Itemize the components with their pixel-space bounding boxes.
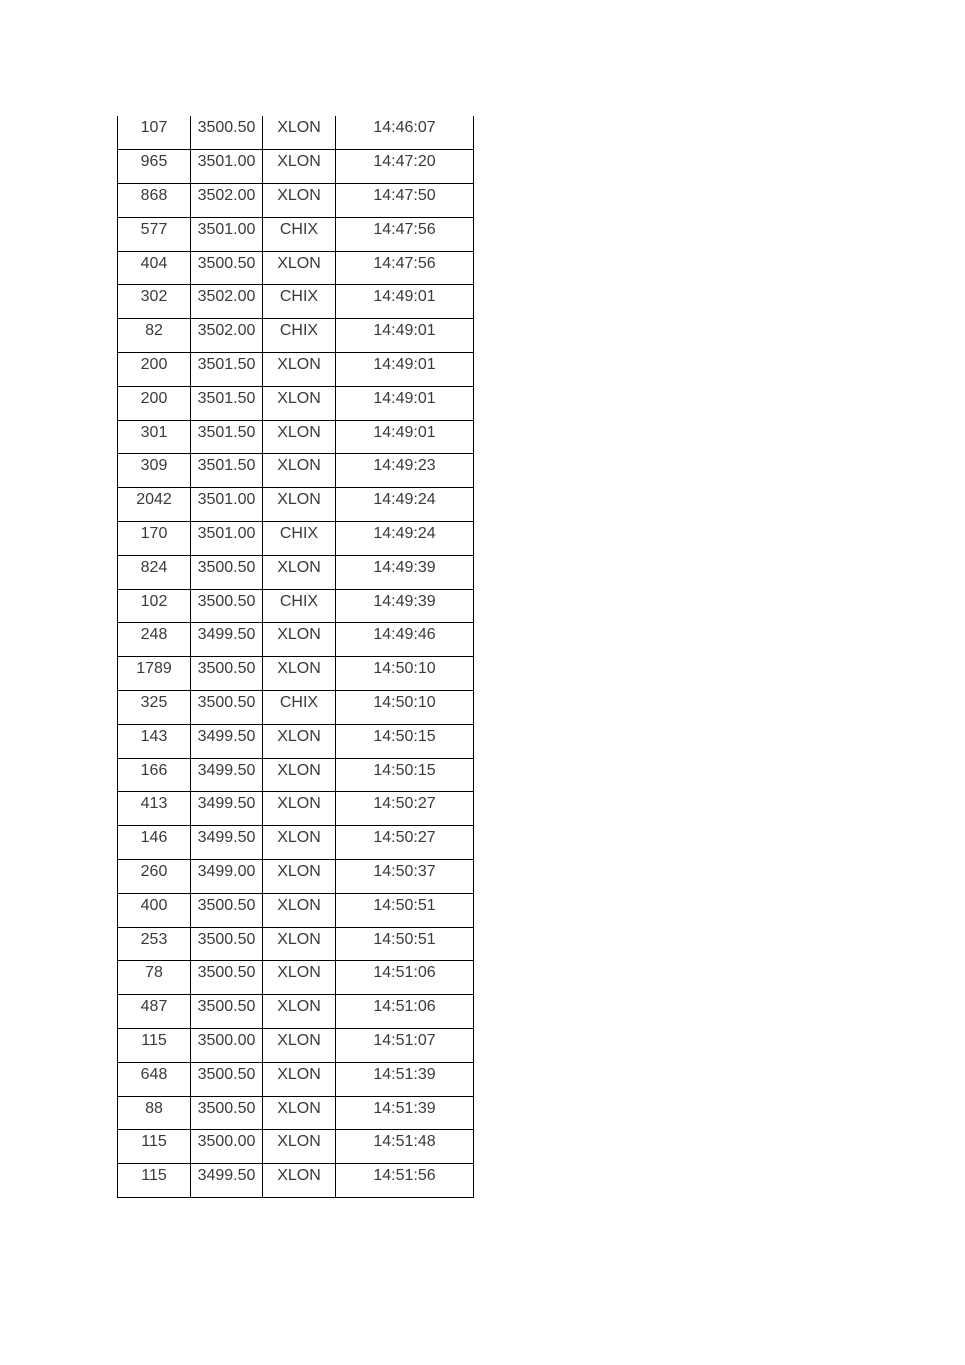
venue-cell [263, 116, 336, 150]
volume-cell-text: 78 [145, 964, 163, 982]
venue-cell-text: XLON [277, 119, 321, 136]
volume-cell-text: 200 [140, 356, 168, 374]
volume-cell [118, 1130, 191, 1164]
table-row [118, 217, 474, 251]
table-row [118, 319, 474, 353]
time-cell [336, 724, 474, 758]
table-row [118, 826, 474, 860]
venue-cell [263, 488, 336, 522]
price-cell-text: 3500.50 [197, 254, 256, 272]
price-cell-text: 3499.50 [197, 1167, 256, 1185]
volume-cell-text: 325 [140, 694, 168, 712]
volume-cell [118, 184, 191, 218]
price-cell-text: 3499.50 [197, 761, 256, 779]
time-cell [336, 1164, 474, 1198]
price-cell-text: 3499.50 [197, 829, 256, 847]
time-cell [336, 995, 474, 1029]
time-cell-text: 14:49:01 [373, 423, 436, 441]
trades-table-body [118, 116, 474, 1198]
time-cell [336, 420, 474, 454]
venue-cell [263, 555, 336, 589]
price-cell-text: 3500.50 [197, 896, 256, 914]
trades-table [117, 116, 474, 1198]
volume-cell-text: 404 [140, 254, 168, 272]
price-cell [191, 961, 263, 995]
price-cell [191, 623, 263, 657]
price-cell [191, 691, 263, 725]
price-cell-text: 3501.00 [197, 220, 256, 238]
volume-cell-text: 253 [140, 930, 168, 948]
venue-cell-text: CHIX [279, 220, 319, 238]
venue-cell [263, 995, 336, 1029]
venue-cell-text: XLON [277, 1167, 321, 1185]
venue-cell-text: CHIX [279, 525, 319, 543]
time-cell [336, 353, 474, 387]
price-cell-text: 3500.00 [197, 1133, 256, 1151]
volume-cell [118, 251, 191, 285]
volume-cell [118, 386, 191, 420]
price-cell [191, 454, 263, 488]
time-cell-text: 14:47:50 [373, 187, 436, 205]
time-cell-text: 14:47:20 [373, 153, 436, 171]
price-cell [191, 792, 263, 826]
price-cell [191, 319, 263, 353]
volume-cell [118, 1164, 191, 1198]
venue-cell [263, 758, 336, 792]
time-cell [336, 792, 474, 826]
table-row [118, 995, 474, 1029]
time-cell-text: 14:49:01 [373, 288, 436, 306]
volume-cell [118, 961, 191, 995]
price-cell-text: 3501.50 [197, 389, 256, 407]
volume-cell-text: 487 [140, 998, 168, 1016]
time-cell [336, 691, 474, 725]
table-row [118, 555, 474, 589]
volume-cell-text: 868 [140, 187, 168, 205]
time-cell [336, 522, 474, 556]
venue-cell-text: XLON [277, 626, 321, 644]
venue-cell-text: XLON [277, 558, 321, 576]
venue-cell-text: CHIX [279, 694, 319, 712]
price-cell-text: 3500.50 [197, 592, 256, 610]
price-cell-text: 3500.50 [197, 1099, 256, 1117]
price-cell [191, 1164, 263, 1198]
venue-cell [263, 1096, 336, 1130]
time-cell-text: 14:47:56 [373, 220, 436, 238]
venue-cell-text: XLON [277, 896, 321, 914]
table-row [118, 454, 474, 488]
volume-cell-text: 648 [140, 1065, 168, 1083]
price-cell [191, 589, 263, 623]
venue-cell [263, 285, 336, 319]
price-cell-text: 3502.00 [197, 322, 256, 340]
time-cell [336, 319, 474, 353]
venue-cell [263, 150, 336, 184]
time-cell-text: 14:49:39 [373, 592, 436, 610]
price-cell-text: 3500.50 [197, 119, 256, 136]
time-cell [336, 657, 474, 691]
volume-cell-text: 200 [140, 389, 168, 407]
time-cell-text: 14:50:27 [373, 795, 436, 813]
volume-cell-text: 260 [140, 863, 168, 881]
venue-cell-text: CHIX [279, 288, 319, 306]
venue-cell [263, 1164, 336, 1198]
volume-cell-text: 302 [140, 288, 168, 306]
price-cell [191, 758, 263, 792]
table-row [118, 623, 474, 657]
volume-cell [118, 116, 191, 150]
venue-cell-text: XLON [277, 356, 321, 374]
price-cell [191, 927, 263, 961]
table-row [118, 893, 474, 927]
time-cell-text: 14:49:01 [373, 356, 436, 374]
venue-cell-text: XLON [277, 930, 321, 948]
venue-cell-text: XLON [277, 829, 321, 847]
volume-cell-text: 82 [145, 322, 163, 340]
time-cell [336, 555, 474, 589]
price-cell-text: 3501.50 [197, 423, 256, 441]
table-row [118, 522, 474, 556]
price-cell-text: 3500.50 [197, 1065, 256, 1083]
venue-cell [263, 826, 336, 860]
volume-cell-text: 143 [140, 727, 168, 745]
volume-cell [118, 150, 191, 184]
volume-cell-text: 166 [140, 761, 168, 779]
time-cell [336, 386, 474, 420]
price-cell [191, 488, 263, 522]
venue-cell-text: XLON [277, 457, 321, 475]
price-cell [191, 217, 263, 251]
price-cell-text: 3499.50 [197, 795, 256, 813]
time-cell-text: 14:51:39 [373, 1065, 436, 1083]
table-row [118, 589, 474, 623]
time-cell [336, 860, 474, 894]
volume-cell-text: 965 [140, 153, 168, 171]
price-cell-text: 3501.00 [197, 491, 256, 509]
time-cell-text: 14:49:24 [373, 525, 436, 543]
venue-cell-text: XLON [277, 254, 321, 272]
venue-cell-text: XLON [277, 389, 321, 407]
table-row [118, 1062, 474, 1096]
price-cell [191, 285, 263, 319]
table-row [118, 1029, 474, 1063]
volume-cell-text: 107 [140, 119, 168, 136]
venue-cell [263, 522, 336, 556]
venue-cell [263, 454, 336, 488]
price-cell [191, 826, 263, 860]
volume-cell-text: 400 [140, 896, 168, 914]
venue-cell-text: XLON [277, 187, 321, 205]
volume-cell [118, 657, 191, 691]
volume-cell [118, 488, 191, 522]
time-cell-text: 14:50:37 [373, 863, 436, 881]
time-cell [336, 961, 474, 995]
time-cell-text: 14:47:56 [373, 254, 436, 272]
volume-cell-text: 102 [140, 592, 168, 610]
venue-cell [263, 589, 336, 623]
volume-cell [118, 589, 191, 623]
price-cell [191, 724, 263, 758]
price-cell-text: 3502.00 [197, 288, 256, 306]
time-cell [336, 826, 474, 860]
time-cell [336, 1062, 474, 1096]
time-cell-text: 14:49:23 [373, 457, 436, 475]
venue-cell-text: XLON [277, 1099, 321, 1117]
volume-cell [118, 1029, 191, 1063]
table-row [118, 961, 474, 995]
price-cell [191, 353, 263, 387]
price-cell [191, 893, 263, 927]
venue-cell [263, 386, 336, 420]
venue-cell [263, 927, 336, 961]
table-row [118, 758, 474, 792]
price-cell [191, 420, 263, 454]
price-cell [191, 1029, 263, 1063]
table-row [118, 860, 474, 894]
price-cell [191, 251, 263, 285]
table-row [118, 724, 474, 758]
time-cell [336, 758, 474, 792]
table-row [118, 927, 474, 961]
volume-cell [118, 995, 191, 1029]
volume-cell [118, 927, 191, 961]
volume-cell [118, 522, 191, 556]
time-cell [336, 454, 474, 488]
time-cell-text: 14:50:15 [373, 761, 436, 779]
time-cell-text: 14:50:51 [373, 896, 436, 914]
price-cell-text: 3501.00 [197, 525, 256, 543]
time-cell-text: 14:51:06 [373, 998, 436, 1016]
volume-cell [118, 454, 191, 488]
time-cell-text: 14:51:06 [373, 964, 436, 982]
table-row [118, 420, 474, 454]
volume-cell [118, 691, 191, 725]
volume-cell-text: 577 [140, 220, 168, 238]
time-cell [336, 1130, 474, 1164]
time-cell [336, 217, 474, 251]
price-cell-text: 3499.50 [197, 727, 256, 745]
venue-cell [263, 893, 336, 927]
volume-cell [118, 826, 191, 860]
venue-cell [263, 1130, 336, 1164]
volume-cell [118, 893, 191, 927]
time-cell [336, 251, 474, 285]
time-cell-text: 14:49:01 [373, 389, 436, 407]
price-cell-text: 3499.00 [197, 863, 256, 881]
volume-cell [118, 353, 191, 387]
time-cell-text: 14:51:48 [373, 1133, 436, 1151]
venue-cell-text: XLON [277, 727, 321, 745]
time-cell-text: 14:50:27 [373, 829, 436, 847]
table-row [118, 251, 474, 285]
time-cell [336, 285, 474, 319]
volume-cell [118, 285, 191, 319]
venue-cell [263, 860, 336, 894]
price-cell [191, 1130, 263, 1164]
time-cell-text: 14:49:39 [373, 558, 436, 576]
time-cell [336, 1029, 474, 1063]
price-cell [191, 150, 263, 184]
venue-cell [263, 623, 336, 657]
table-row [118, 150, 474, 184]
price-cell-text: 3501.00 [197, 153, 256, 171]
venue-cell [263, 961, 336, 995]
venue-cell-text: XLON [277, 660, 321, 678]
table-row [118, 488, 474, 522]
venue-cell-text: XLON [277, 153, 321, 171]
time-cell-text: 14:50:51 [373, 930, 436, 948]
time-cell-text: 14:49:01 [373, 322, 436, 340]
time-cell [336, 488, 474, 522]
price-cell [191, 386, 263, 420]
time-cell [336, 589, 474, 623]
time-cell-text: 14:50:15 [373, 727, 436, 745]
table-row [118, 116, 474, 150]
venue-cell-text: XLON [277, 1133, 321, 1151]
time-cell [336, 1096, 474, 1130]
venue-cell [263, 691, 336, 725]
venue-cell-text: XLON [277, 761, 321, 779]
volume-cell-text: 88 [145, 1099, 163, 1117]
time-cell-text: 14:49:46 [373, 626, 436, 644]
table-row [118, 691, 474, 725]
venue-cell [263, 353, 336, 387]
time-cell [336, 184, 474, 218]
price-cell-text: 3502.00 [197, 187, 256, 205]
volume-cell-text: 824 [140, 558, 168, 576]
volume-cell [118, 319, 191, 353]
volume-cell-text: 248 [140, 626, 168, 644]
time-cell-text: 14:49:24 [373, 491, 436, 509]
price-cell [191, 1062, 263, 1096]
volume-cell [118, 623, 191, 657]
venue-cell-text: XLON [277, 863, 321, 881]
volume-cell [118, 217, 191, 251]
price-cell-text: 3501.50 [197, 457, 256, 475]
time-cell [336, 150, 474, 184]
price-cell [191, 860, 263, 894]
time-cell-text: 14:51:39 [373, 1099, 436, 1117]
volume-cell-text: 115 [141, 1032, 167, 1050]
time-cell-text: 14:50:10 [373, 694, 436, 712]
price-cell-text: 3500.50 [197, 694, 256, 712]
price-cell-text: 3500.50 [197, 930, 256, 948]
venue-cell [263, 420, 336, 454]
table-row [118, 184, 474, 218]
price-cell [191, 1096, 263, 1130]
venue-cell-text: XLON [277, 795, 321, 813]
venue-cell-text: XLON [277, 964, 321, 982]
price-cell-text: 3499.50 [197, 626, 256, 644]
venue-cell [263, 1062, 336, 1096]
volume-cell [118, 1062, 191, 1096]
venue-cell [263, 184, 336, 218]
price-cell-text: 3500.50 [197, 964, 256, 982]
price-cell [191, 657, 263, 691]
time-cell-text: 14:51:56 [373, 1167, 436, 1185]
volume-cell-text: 115 [141, 1133, 167, 1151]
time-cell [336, 623, 474, 657]
volume-cell [118, 860, 191, 894]
time-cell-text: 14:50:10 [373, 660, 436, 678]
price-cell-text: 3500.50 [197, 660, 256, 678]
venue-cell-text: XLON [277, 423, 321, 441]
venue-cell [263, 724, 336, 758]
venue-cell [263, 657, 336, 691]
venue-cell [263, 1029, 336, 1063]
volume-cell-text: 413 [140, 795, 168, 813]
volume-cell-text: 301 [140, 423, 168, 441]
price-cell-text: 3501.50 [197, 356, 256, 374]
price-cell [191, 184, 263, 218]
volume-cell [118, 420, 191, 454]
table-row [118, 1130, 474, 1164]
venue-cell [263, 792, 336, 826]
price-cell-text: 3500.50 [197, 558, 256, 576]
table-row [118, 386, 474, 420]
volume-cell-text: 2042 [136, 491, 172, 509]
volume-cell [118, 724, 191, 758]
venue-cell [263, 251, 336, 285]
volume-cell-text: 115 [141, 1167, 167, 1185]
price-cell [191, 116, 263, 150]
table-row [118, 285, 474, 319]
price-cell [191, 522, 263, 556]
table-row [118, 657, 474, 691]
table-row [118, 353, 474, 387]
venue-cell-text: CHIX [279, 592, 319, 610]
volume-cell-text: 1789 [136, 660, 172, 678]
venue-cell-text: XLON [277, 1032, 321, 1050]
venue-cell-text: CHIX [279, 322, 319, 340]
volume-cell [118, 555, 191, 589]
time-cell [336, 893, 474, 927]
volume-cell [118, 1096, 191, 1130]
volume-cell [118, 758, 191, 792]
volume-cell-text: 309 [140, 457, 168, 475]
venue-cell [263, 217, 336, 251]
volume-cell [118, 792, 191, 826]
volume-cell-text: 170 [140, 525, 168, 543]
table-row [118, 1164, 474, 1198]
table-row [118, 792, 474, 826]
time-cell-text: 14:46:07 [373, 119, 436, 136]
time-cell [336, 116, 474, 150]
price-cell-text: 3500.00 [197, 1032, 256, 1050]
venue-cell-text: XLON [277, 1065, 321, 1083]
venue-cell-text: XLON [277, 998, 321, 1016]
time-cell-text: 14:51:07 [373, 1032, 436, 1050]
price-cell-text: 3500.50 [197, 998, 256, 1016]
price-cell [191, 555, 263, 589]
time-cell [336, 927, 474, 961]
venue-cell [263, 319, 336, 353]
price-cell [191, 995, 263, 1029]
table-row [118, 1096, 474, 1130]
venue-cell-text: XLON [277, 491, 321, 509]
volume-cell-text: 146 [140, 829, 168, 847]
